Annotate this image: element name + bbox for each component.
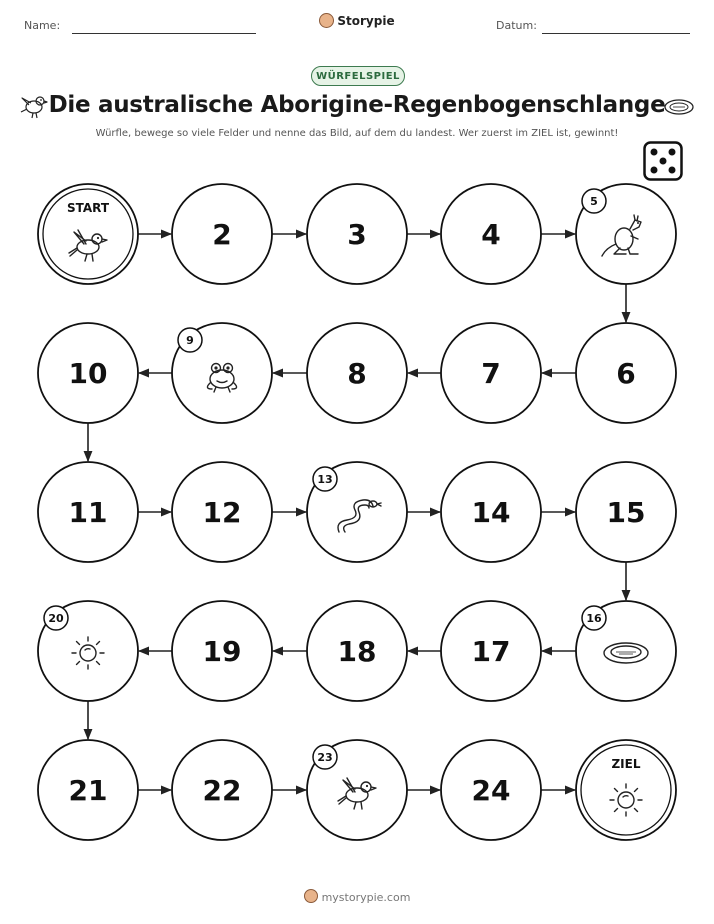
board-field[interactable] [38, 462, 138, 562]
instructions: Würfle, bewege so viele Felder und nenne das Bild, auf dem du landest. Wer zuerst im ZIEL ist, gewinnt! [95, 128, 619, 139]
board-field[interactable] [172, 323, 272, 423]
board-field[interactable] [307, 184, 407, 284]
board-field[interactable] [441, 184, 541, 284]
field-number: 7 [481, 357, 501, 390]
board-field[interactable] [38, 323, 138, 423]
field-number: 6 [616, 357, 636, 390]
field-number: 3 [347, 218, 367, 251]
start-field[interactable] [38, 184, 138, 284]
footer [0, 889, 714, 904]
field-number: 2 [212, 218, 232, 251]
field-number: 5 [590, 195, 598, 208]
field-number: 8 [347, 357, 367, 390]
board-field[interactable] [576, 323, 676, 423]
board-field[interactable] [307, 323, 407, 423]
goal-field[interactable] [576, 740, 676, 840]
footer-url[interactable]: mystorypie.com [321, 891, 411, 904]
goal-label: ZIEL [611, 757, 641, 771]
field-number: 11 [68, 496, 108, 529]
field-number: 12 [202, 496, 242, 529]
field-number: 18 [337, 635, 377, 668]
board-field[interactable] [172, 184, 272, 284]
board-field[interactable] [307, 601, 407, 701]
board-field[interactable] [307, 740, 407, 840]
game-type-badge: WÜRFELSPIEL [311, 66, 405, 86]
field-number: 4 [481, 218, 501, 251]
field-number: 17 [471, 635, 511, 668]
board-field[interactable] [441, 462, 541, 562]
bear-icon [304, 889, 318, 903]
field-number: 13 [317, 473, 333, 486]
field-number: 22 [202, 774, 242, 807]
page-title: Die australische Aborigine-Regenbogenschlange [48, 92, 666, 118]
field-number: 10 [68, 357, 108, 390]
field-number: 16 [586, 612, 602, 625]
board-field[interactable] [576, 462, 676, 562]
field-number: 21 [68, 774, 108, 807]
board-field[interactable] [441, 601, 541, 701]
field-circle [38, 184, 138, 284]
board-field[interactable] [441, 323, 541, 423]
field-number: 14 [471, 496, 511, 529]
board-field[interactable] [172, 462, 272, 562]
brand-name: Storypie [337, 14, 395, 28]
board-field[interactable] [307, 462, 407, 562]
name-label: Name: [24, 19, 61, 32]
board-field[interactable] [38, 601, 138, 701]
field-circle [576, 740, 676, 840]
board-field[interactable] [576, 601, 676, 701]
field-number: 23 [317, 751, 333, 764]
board-field[interactable] [38, 740, 138, 840]
board-field[interactable] [576, 184, 676, 284]
field-number: 20 [48, 612, 64, 625]
board-field[interactable] [172, 601, 272, 701]
date-label: Datum: [496, 19, 537, 32]
board-field[interactable] [172, 740, 272, 840]
field-number: 9 [186, 334, 194, 347]
board-field[interactable] [441, 740, 541, 840]
start-label: START [66, 201, 110, 215]
field-number: 15 [606, 496, 646, 529]
field-number: 19 [202, 635, 242, 668]
field-number: 24 [471, 774, 511, 807]
